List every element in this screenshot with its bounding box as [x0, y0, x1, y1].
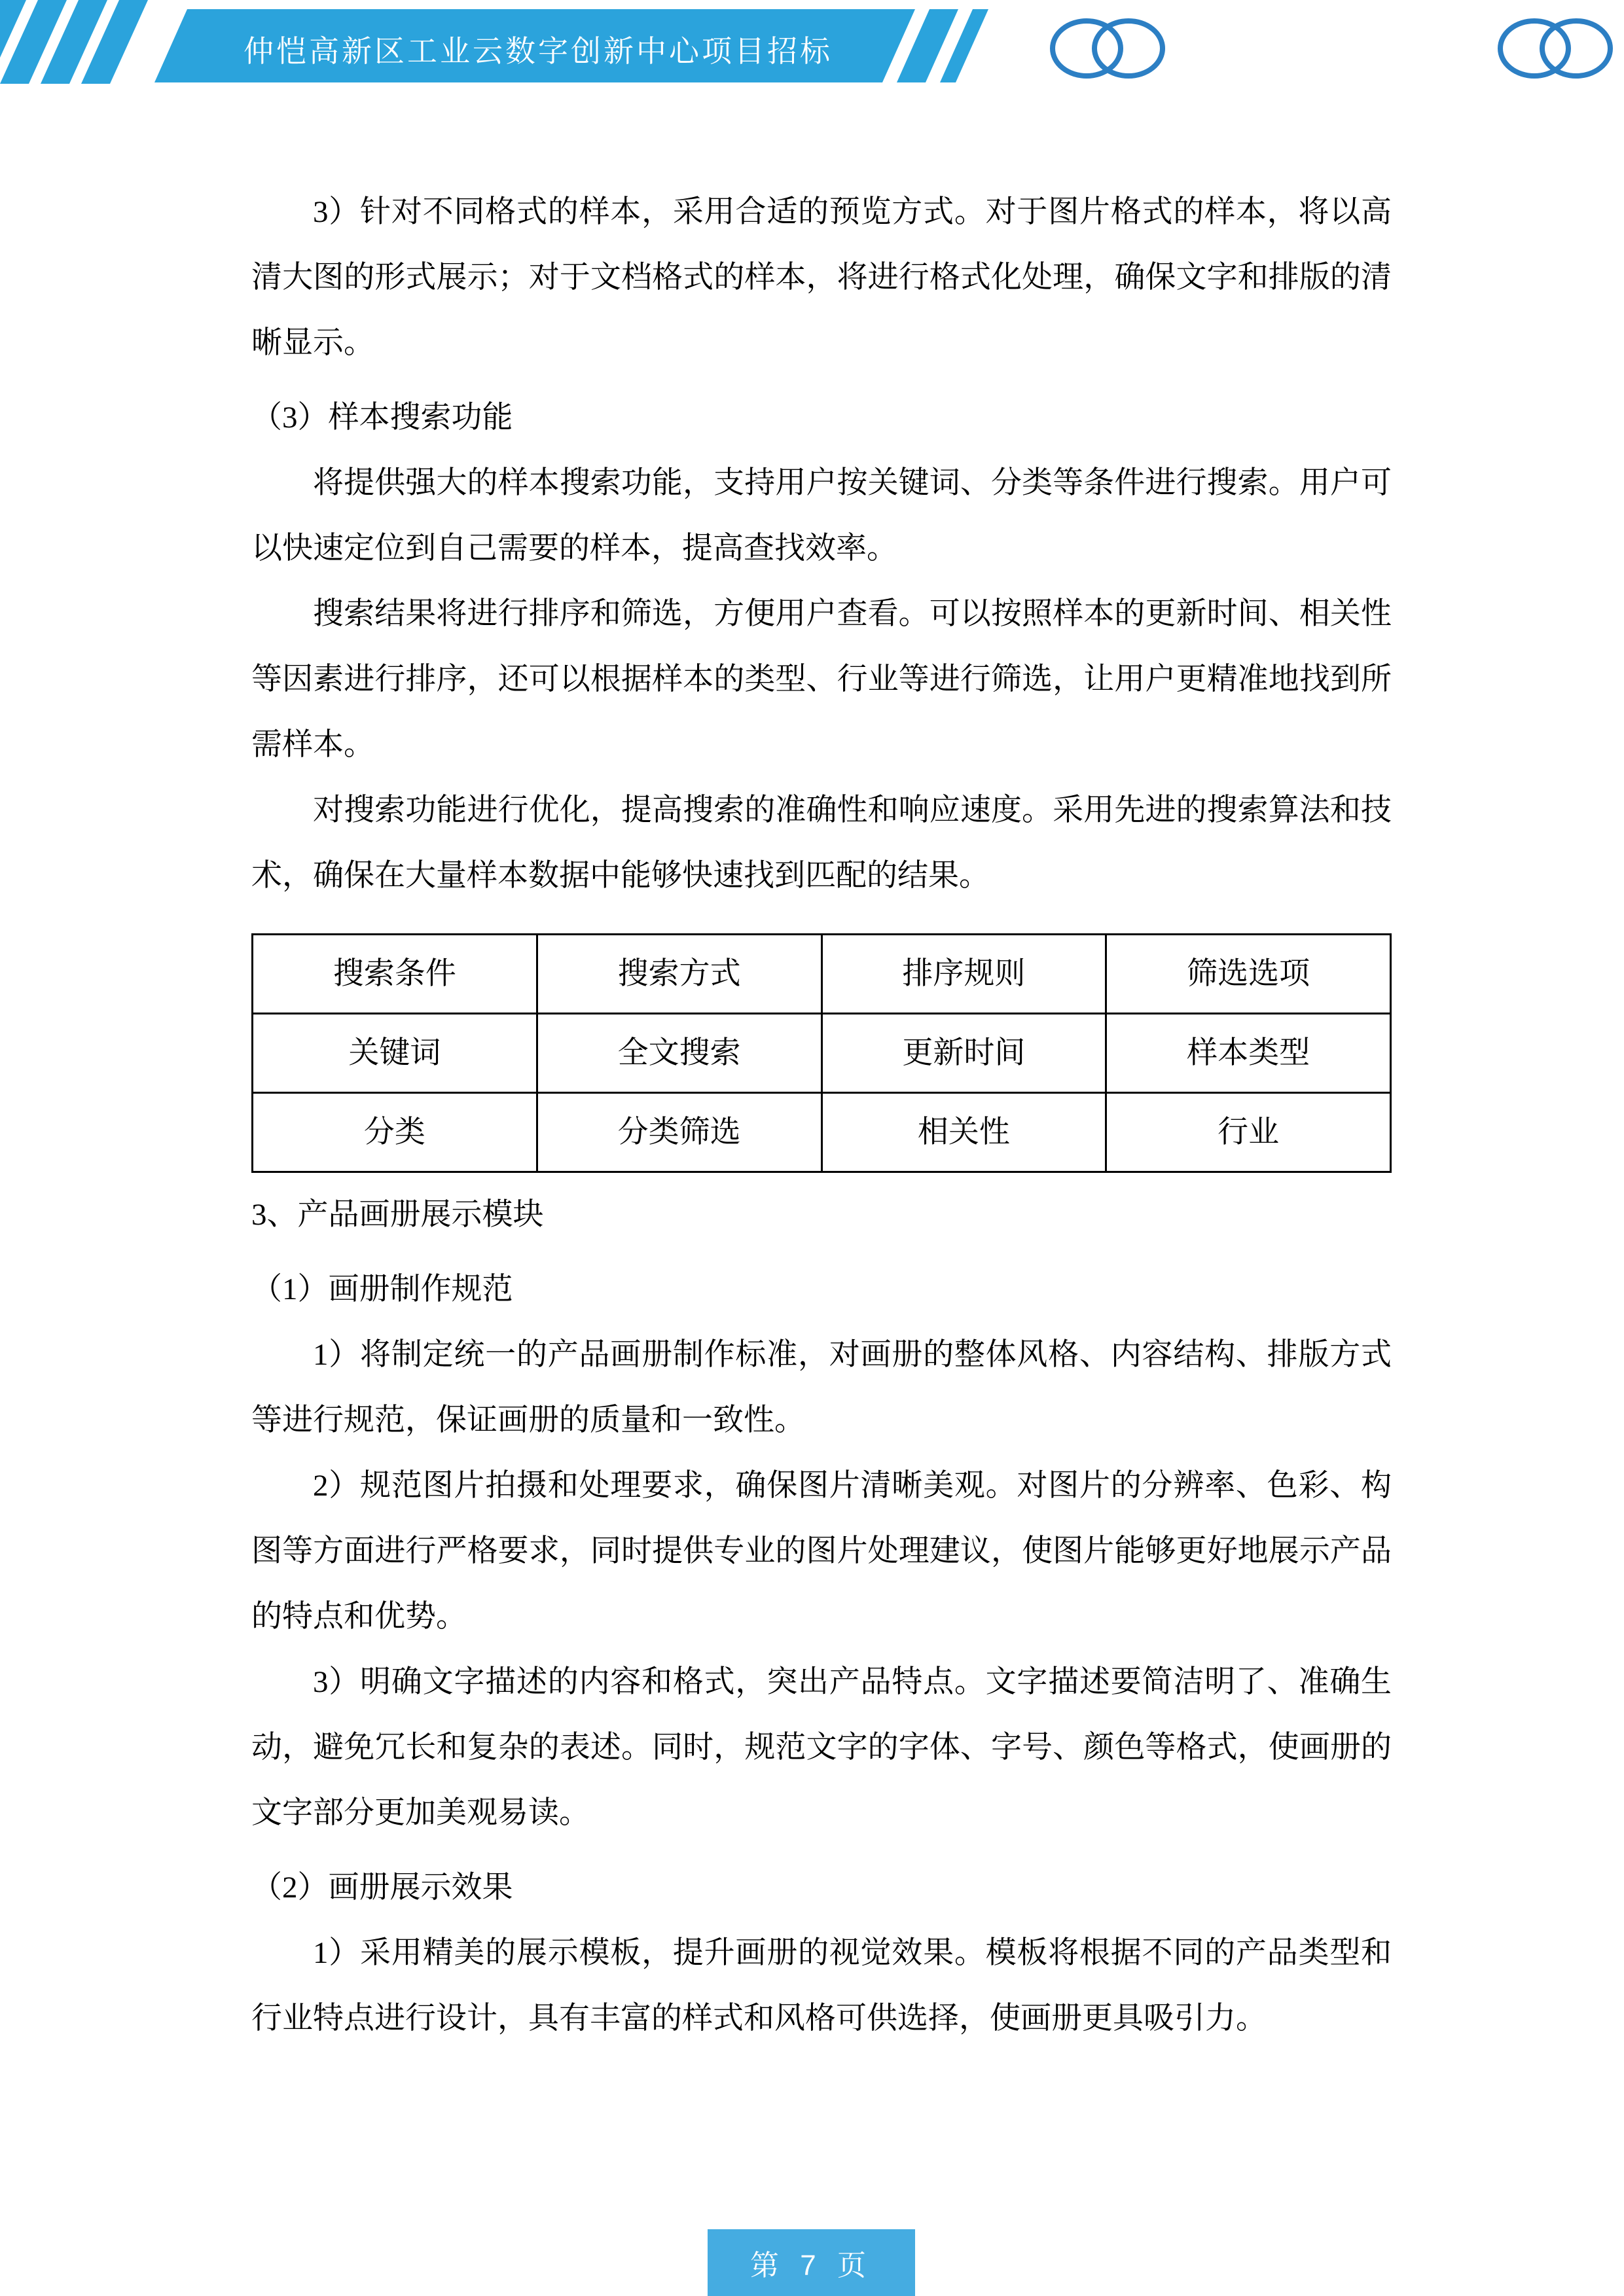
interlocking-rings-logo-icon: [1046, 16, 1170, 81]
page-header: [0, 0, 1624, 98]
table-cell: 相关性: [821, 1093, 1106, 1172]
paragraph-preview: 3）针对不同格式的样本，采用合适的预览方式。对于图片格式的样本，将以高清大图的形式展示；对于文档格式的样本，将进行格式化处理，确保文字和排版的清晰显示。: [251, 195, 1392, 360]
paragraph-effect-1: 1）采用精美的展示模板，提升画册的视觉效果。模板将根据不同的产品类型和行业特点进行设计，具有丰富的样式和风格可供选择，使画册更具吸引力。: [251, 1936, 1392, 2036]
table-cell: 更新时间: [821, 1014, 1106, 1093]
table-header-row: [253, 935, 1391, 1014]
table-header-cell: 搜索条件: [253, 935, 537, 1014]
section-heading-album-module: 3、产品画册展示模块: [251, 1198, 544, 1232]
section-heading-search: （3）样本搜索功能: [251, 401, 513, 435]
paragraph-album-2: 2）规范图片拍摄和处理要求，确保图片清晰美观。对图片的分辨率、色彩、构图等方面进行严格要求，同时提供专业的图片处理建议，使图片能够更好地展示产品的特点和优势。: [251, 1469, 1392, 1634]
page-number-label: 第 7 页: [750, 2250, 873, 2282]
interlocking-rings-logo-icon: [1494, 16, 1618, 81]
table-cell: 分类筛选: [537, 1093, 821, 1172]
section-heading-album-effect: （2）画册展示效果: [251, 1871, 513, 1905]
table-row: [253, 1093, 1391, 1172]
paragraph-album-1: 1）将制定统一的产品画册制作标准，对画册的整体风格、内容结构、排版方式等进行规范，保证画册的质量和一致性。: [251, 1338, 1392, 1437]
table-cell: 样本类型: [1106, 1014, 1391, 1093]
paragraph-album-3: 3）明确文字描述的内容和格式，突出产品特点。文字描述要简洁明了、准确生动，避免冗长和复杂的表述。同时，规范文字的字体、字号、颜色等格式，使画册的文字部分更加美观易读。: [251, 1665, 1392, 1830]
table-header-cell: 搜索方式: [537, 935, 821, 1014]
table-cell: 分类: [253, 1093, 537, 1172]
document-title: 仲恺高新区工业云数字创新中心项目招标: [244, 34, 833, 68]
paragraph-search-3: 对搜索功能进行优化，提高搜索的准确性和响应速度。采用先进的搜索算法和技术，确保在大量样本数据中能够快速找到匹配的结果。: [251, 793, 1392, 893]
document-body: [251, 179, 1392, 2051]
table-header-cell: 排序规则: [821, 935, 1106, 1014]
table-cell: 全文搜索: [537, 1014, 821, 1093]
table-cell: 行业: [1106, 1093, 1391, 1172]
table-cell: 关键词: [253, 1014, 537, 1093]
paragraph-search-2: 搜索结果将进行排序和筛选，方便用户查看。可以按照样本的更新时间、相关性等因素进行排序，还可以根据样本的类型、行业等进行筛选，让用户更精准地找到所需样本。: [251, 597, 1392, 762]
table-row: [253, 1014, 1391, 1093]
search-feature-table: [251, 933, 1392, 1173]
page-number-badge: [708, 2229, 915, 2296]
paragraph-search-1: 将提供强大的样本搜索功能，支持用户按关键词、分类等条件进行搜索。用户可以快速定位到自己需要的样本，提高查找效率。: [251, 466, 1392, 565]
section-heading-album-spec: （1）画册制作规范: [251, 1272, 513, 1306]
table-header-cell: 筛选选项: [1106, 935, 1391, 1014]
